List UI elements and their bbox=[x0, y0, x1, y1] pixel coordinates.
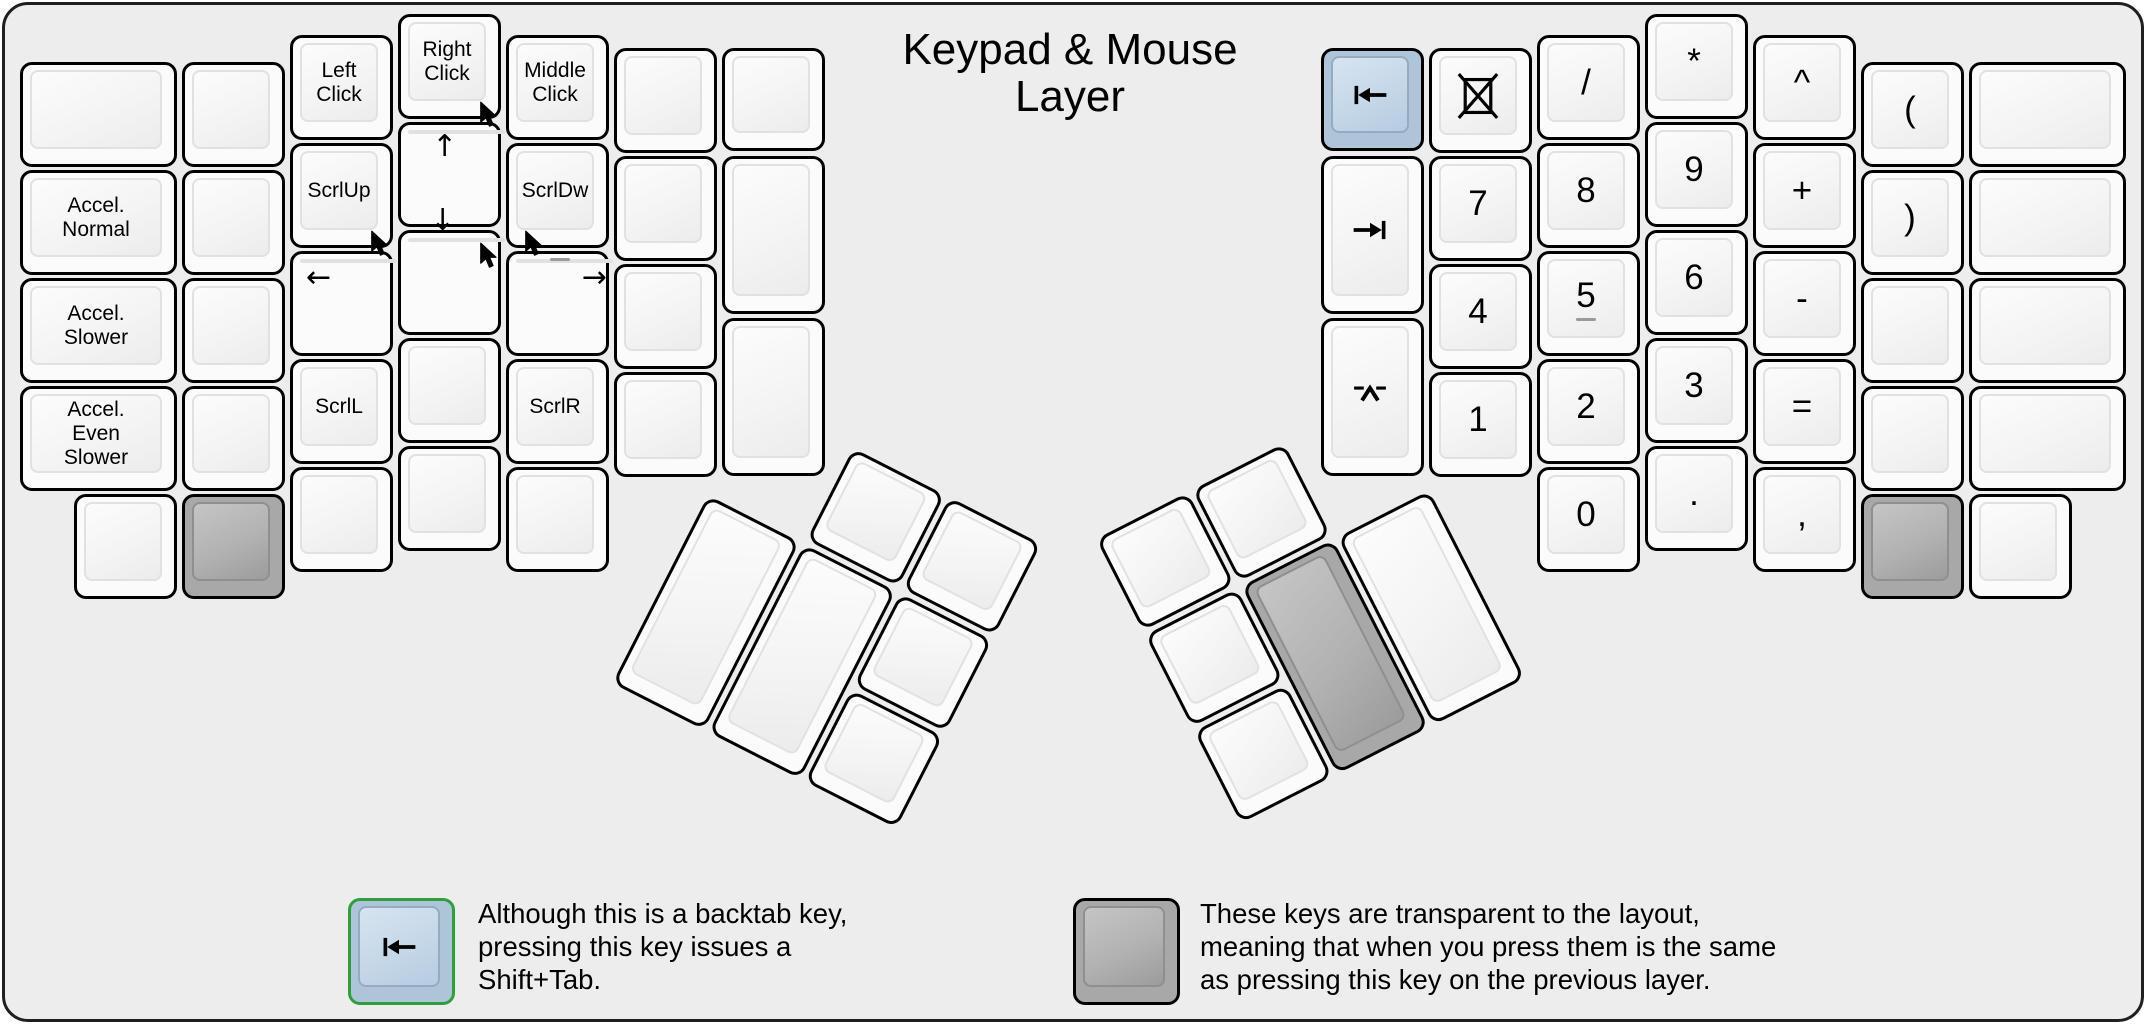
keycap bbox=[408, 203, 505, 242]
key-blank-tall bbox=[722, 156, 825, 314]
key-label: , bbox=[1797, 494, 1807, 534]
legend-transparent-key bbox=[1073, 898, 1180, 1005]
key-2 bbox=[1537, 359, 1640, 464]
key-label: 9 bbox=[1684, 149, 1704, 189]
key-period bbox=[1645, 446, 1748, 551]
key-label: 1 bbox=[1468, 399, 1488, 439]
key-plus bbox=[1753, 143, 1856, 248]
keycap bbox=[1439, 56, 1517, 135]
keycap bbox=[1763, 367, 1841, 446]
key-mouse-left bbox=[290, 251, 393, 356]
keycap bbox=[824, 460, 928, 564]
arrow-left-icon: ← bbox=[306, 260, 332, 295]
key-label: Accel. bbox=[67, 193, 125, 217]
keycap bbox=[358, 906, 440, 987]
key-label: Click bbox=[316, 82, 362, 106]
keycap bbox=[1331, 164, 1409, 296]
keycap bbox=[192, 394, 270, 473]
key-4 bbox=[1429, 264, 1532, 369]
key-6 bbox=[1645, 230, 1748, 335]
keycap bbox=[300, 259, 397, 295]
key-tab bbox=[1321, 156, 1424, 314]
keycap bbox=[1205, 457, 1309, 561]
mouse-pointer-icon bbox=[368, 230, 390, 259]
clear-icon bbox=[1457, 73, 1499, 119]
key-label: Accel. bbox=[67, 301, 125, 325]
key-middle-click bbox=[506, 35, 609, 140]
keycap bbox=[30, 70, 162, 149]
key-label: Left bbox=[321, 58, 357, 82]
key-close-paren bbox=[1861, 170, 1964, 275]
keycap bbox=[1655, 22, 1733, 101]
keycap bbox=[1763, 43, 1841, 122]
keycap bbox=[624, 56, 702, 135]
key-blank bbox=[1969, 62, 2126, 167]
key-label: Slower bbox=[63, 445, 129, 469]
keycap bbox=[624, 272, 702, 351]
keycap bbox=[1763, 151, 1841, 230]
keycap bbox=[624, 164, 702, 243]
keycap bbox=[1331, 56, 1409, 133]
key-label: ScrlDw bbox=[521, 178, 589, 202]
key-blank bbox=[722, 48, 825, 151]
key-label: 2 bbox=[1576, 386, 1596, 426]
key-blank bbox=[614, 48, 717, 153]
key-blank bbox=[182, 278, 285, 383]
keycap bbox=[192, 286, 270, 365]
legend-backtab-line3: Shift+Tab. bbox=[478, 964, 602, 995]
keycap bbox=[300, 475, 378, 554]
keycap bbox=[30, 178, 162, 257]
key-label: Middle bbox=[524, 58, 586, 82]
keycap bbox=[1439, 380, 1517, 459]
key-accel-even-slower bbox=[20, 386, 177, 491]
key-label: 7 bbox=[1468, 183, 1488, 223]
keycap bbox=[1439, 164, 1517, 243]
diagram-title bbox=[820, 26, 1320, 120]
key-blank bbox=[614, 156, 717, 261]
key-label: 6 bbox=[1684, 257, 1704, 297]
keycap bbox=[408, 129, 505, 164]
key-scroll-right bbox=[506, 359, 609, 464]
key-mouse-right bbox=[506, 251, 609, 356]
keycap bbox=[1979, 502, 2057, 581]
key-comma bbox=[1753, 467, 1856, 572]
keycap bbox=[871, 605, 975, 709]
keycap bbox=[1547, 151, 1625, 230]
key-label: 5 bbox=[1576, 275, 1596, 315]
key-blank bbox=[290, 467, 393, 572]
backtab-icon bbox=[379, 936, 419, 958]
key-label: ScrlUp bbox=[307, 178, 371, 202]
keycap bbox=[1979, 178, 2111, 257]
keycap bbox=[1763, 475, 1841, 554]
legend-transparent-line2: meaning that when you press them is the same bbox=[1200, 931, 1777, 962]
key-blank bbox=[398, 446, 501, 551]
key-label: ScrlL bbox=[315, 394, 363, 418]
keycap bbox=[822, 701, 926, 805]
keycap bbox=[1979, 286, 2111, 365]
legend-backtab-line2: pressing this key issues a bbox=[478, 931, 792, 962]
key-blank bbox=[614, 372, 717, 477]
keycap bbox=[1547, 259, 1625, 338]
keycap bbox=[1979, 70, 2111, 149]
keycap bbox=[300, 151, 378, 230]
key-label: Right bbox=[422, 37, 472, 61]
key-open-paren bbox=[1861, 62, 1964, 167]
key-label: 8 bbox=[1576, 170, 1596, 210]
keycap bbox=[1871, 394, 1949, 473]
mouse-pointer-icon bbox=[477, 242, 499, 271]
key-blank bbox=[182, 386, 285, 491]
keycap bbox=[1979, 394, 2111, 473]
key-blank bbox=[506, 467, 609, 572]
legend-backtab-line1: Although this is a backtab key, bbox=[478, 898, 848, 929]
key-blank bbox=[182, 170, 285, 275]
keycap bbox=[192, 502, 270, 581]
keycap bbox=[1655, 238, 1733, 317]
keycap bbox=[1439, 272, 1517, 351]
diagram-title-line1: Keypad & Mouse bbox=[902, 25, 1238, 74]
key-mouse-down bbox=[398, 203, 501, 335]
legend-transparent-text bbox=[1200, 897, 1960, 996]
keycap bbox=[192, 178, 270, 257]
key-backtab bbox=[1321, 48, 1424, 151]
key-equals bbox=[1753, 359, 1856, 464]
key-label: ) bbox=[1904, 197, 1916, 237]
key-label: ScrlR bbox=[529, 394, 581, 418]
keycap bbox=[516, 151, 594, 230]
keycap bbox=[30, 286, 162, 365]
key-minus bbox=[1753, 251, 1856, 356]
key-scroll-left bbox=[290, 359, 393, 464]
key-3 bbox=[1645, 338, 1748, 443]
key-blank bbox=[182, 62, 285, 167]
keycap bbox=[1655, 346, 1733, 425]
arrow-up-icon: ↑ bbox=[432, 129, 458, 164]
key-blank bbox=[1969, 494, 2072, 599]
keycap bbox=[1547, 43, 1625, 122]
key-blank bbox=[1861, 278, 1964, 383]
keycap bbox=[516, 43, 594, 122]
keycap bbox=[300, 43, 378, 122]
keycap bbox=[1871, 502, 1949, 581]
keycap bbox=[30, 394, 162, 473]
key-label: - bbox=[1796, 278, 1808, 318]
key-blank bbox=[1969, 170, 2126, 275]
key-blank bbox=[1861, 386, 1964, 491]
key-left-click bbox=[290, 35, 393, 140]
keycap bbox=[1763, 259, 1841, 338]
key-caret bbox=[1753, 35, 1856, 140]
diagram-title-line2: Layer bbox=[1014, 72, 1126, 121]
key-blank bbox=[1969, 278, 2126, 383]
key-label: ^ bbox=[1793, 62, 1811, 102]
legend-backtab-key bbox=[348, 898, 455, 1005]
tab-icon bbox=[1350, 219, 1390, 241]
keycap bbox=[920, 509, 1024, 613]
key-label: 3 bbox=[1684, 365, 1704, 405]
backtab-icon bbox=[1350, 84, 1390, 106]
keycap bbox=[1871, 286, 1949, 365]
legend-transparent-line3: as pressing this key on the previous layer. bbox=[1200, 964, 1711, 995]
arrow-down-icon: ↓ bbox=[430, 203, 456, 238]
key-1 bbox=[1429, 372, 1532, 477]
key-blank bbox=[20, 62, 177, 167]
keycap bbox=[1207, 699, 1311, 803]
keycap bbox=[1655, 454, 1733, 533]
keycap bbox=[516, 367, 594, 446]
key-blank bbox=[74, 494, 177, 599]
key-label: Normal bbox=[62, 217, 130, 241]
key-accel-normal bbox=[20, 170, 177, 275]
key-asterisk bbox=[1645, 14, 1748, 119]
keycap bbox=[1871, 70, 1949, 149]
key-7 bbox=[1429, 156, 1532, 261]
key-label: ( bbox=[1904, 89, 1916, 129]
keycap bbox=[1655, 130, 1733, 209]
mouse-pointer-icon bbox=[522, 230, 544, 259]
keycap bbox=[408, 346, 486, 425]
keycap bbox=[516, 259, 613, 295]
key-transparent bbox=[1861, 494, 1964, 599]
keycap bbox=[624, 380, 702, 459]
key-8 bbox=[1537, 143, 1640, 248]
key-slash bbox=[1537, 35, 1640, 140]
keycap bbox=[732, 56, 810, 133]
keycap bbox=[192, 70, 270, 149]
key-label: / bbox=[1581, 62, 1591, 102]
key-label: = bbox=[1791, 386, 1813, 426]
keycap bbox=[516, 475, 594, 554]
keycap bbox=[1871, 178, 1949, 257]
key-label: Click bbox=[532, 82, 578, 106]
arrow-right-icon: → bbox=[581, 260, 607, 295]
homing-dash bbox=[1576, 318, 1596, 321]
keycap bbox=[84, 502, 162, 581]
key-blank bbox=[1969, 386, 2126, 491]
key-blank bbox=[614, 264, 717, 369]
legend-transparent-line1: These keys are transparent to the layout, bbox=[1200, 898, 1700, 929]
keycap bbox=[732, 164, 810, 296]
key-clear bbox=[1429, 48, 1532, 153]
key-accel-slower bbox=[20, 278, 177, 383]
keycap bbox=[408, 454, 486, 533]
key-label: Accel. bbox=[67, 397, 125, 421]
keycap bbox=[1547, 475, 1625, 554]
keycap bbox=[1158, 602, 1262, 706]
keycap bbox=[408, 22, 486, 101]
key-5 bbox=[1537, 251, 1640, 356]
key-transparent bbox=[182, 494, 285, 599]
mouse-pointer-icon bbox=[477, 101, 499, 130]
key-label: + bbox=[1791, 170, 1813, 210]
keycap bbox=[300, 367, 378, 446]
key-label: Slower bbox=[63, 325, 129, 349]
key-blank bbox=[398, 338, 501, 443]
key-label: * bbox=[1687, 41, 1701, 81]
key-label: 0 bbox=[1576, 494, 1596, 534]
keycap bbox=[1109, 506, 1213, 610]
keycap bbox=[1083, 906, 1165, 987]
homing-dash bbox=[550, 258, 570, 261]
key-9 bbox=[1645, 122, 1748, 227]
key-label: Even bbox=[72, 421, 120, 445]
key-label: . bbox=[1689, 473, 1699, 513]
key-label: Click bbox=[424, 61, 470, 85]
keycap bbox=[1547, 367, 1625, 446]
key-0 bbox=[1537, 467, 1640, 572]
key-label: 4 bbox=[1468, 291, 1488, 331]
